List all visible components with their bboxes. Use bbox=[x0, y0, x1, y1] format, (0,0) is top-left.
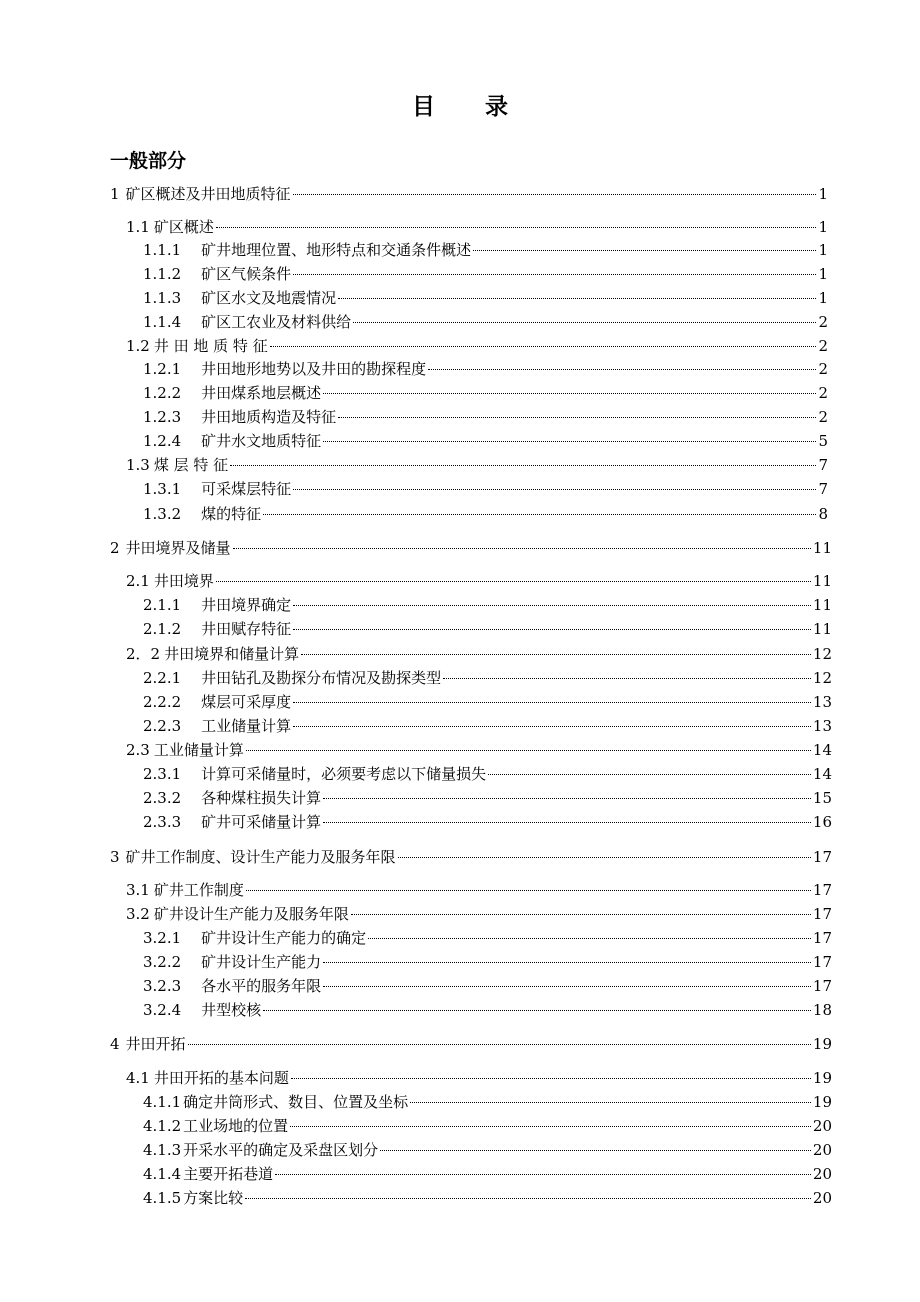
toc-entry-number: 1.1 bbox=[126, 218, 150, 236]
toc-entry-page: 14 bbox=[812, 765, 832, 783]
toc-entry-number: 4.1.5 bbox=[143, 1189, 182, 1207]
toc-entry[interactable] bbox=[143, 951, 832, 973]
dot-leader bbox=[368, 938, 811, 939]
toc-entry[interactable] bbox=[143, 311, 828, 333]
dot-leader bbox=[473, 250, 816, 251]
toc-entry-title: 各种煤柱损失计算 bbox=[201, 789, 322, 807]
toc-entry-page: 11 bbox=[812, 539, 832, 557]
toc-entry-title: 矿井地理位置、地形特点和交通条件概述 bbox=[201, 241, 472, 259]
toc-entry-page: 8 bbox=[818, 505, 828, 523]
toc-entry-title: 煤的特征 bbox=[201, 505, 262, 523]
toc-entry[interactable] bbox=[126, 216, 828, 238]
toc-entry[interactable] bbox=[143, 1091, 832, 1113]
toc-entry-number: 2.1.2 bbox=[143, 620, 182, 638]
toc-entry-page: 14 bbox=[812, 741, 832, 759]
toc-entry-page: 1 bbox=[818, 265, 828, 283]
dot-leader bbox=[246, 750, 811, 751]
toc-entry-number: 1.3 bbox=[126, 456, 150, 474]
toc-entry-title: 矿井可采储量计算 bbox=[201, 813, 322, 831]
toc-entry-page: 2 bbox=[818, 360, 828, 378]
toc-entry-page: 20 bbox=[812, 1117, 832, 1135]
toc-entry-number: 2 bbox=[110, 539, 120, 557]
toc-entry[interactable] bbox=[143, 691, 832, 713]
dot-leader bbox=[293, 629, 811, 630]
dot-leader bbox=[428, 369, 816, 370]
dot-leader bbox=[245, 1198, 811, 1199]
dot-leader bbox=[270, 346, 817, 347]
toc-entry-page: 13 bbox=[812, 693, 832, 711]
toc-entry-number: 2.3.1 bbox=[143, 765, 182, 783]
toc-entry[interactable] bbox=[126, 643, 832, 665]
dot-leader bbox=[323, 986, 811, 987]
toc-entry-page: 17 bbox=[812, 929, 832, 947]
dot-leader bbox=[246, 890, 811, 891]
dot-leader bbox=[323, 393, 816, 394]
toc-entry[interactable] bbox=[143, 1187, 832, 1209]
toc-entry-number: 4.1.2 bbox=[143, 1117, 182, 1135]
dot-leader bbox=[230, 465, 816, 466]
toc-entry-title: 井型校核 bbox=[201, 1001, 262, 1019]
toc-entry[interactable] bbox=[143, 406, 828, 428]
toc-entry[interactable] bbox=[110, 183, 828, 205]
dot-leader bbox=[323, 798, 811, 799]
toc-entry[interactable] bbox=[126, 903, 832, 925]
toc-entry-number: 3.2.4 bbox=[143, 1001, 182, 1019]
dot-leader bbox=[263, 1010, 811, 1011]
toc-entry-page: 2 bbox=[818, 408, 828, 426]
toc-entry-number: 4.1.4 bbox=[143, 1165, 182, 1183]
toc-entry-number: 3.2.1 bbox=[143, 929, 182, 947]
part-heading: 一般部分 bbox=[110, 150, 187, 172]
toc-entry-number: 1.1.1 bbox=[143, 241, 182, 259]
toc-entry[interactable] bbox=[143, 1139, 832, 1161]
toc-entry-number: 2.1.1 bbox=[143, 596, 182, 614]
toc-entry-title: 矿区概述及井田地质特征 bbox=[125, 185, 291, 203]
toc-entry-title: 工业储量计算 bbox=[201, 717, 292, 735]
toc-entry-number: 2．2 bbox=[126, 645, 161, 663]
toc-entry-title: 井田境界确定 bbox=[201, 596, 292, 614]
toc-title-left: 目 bbox=[412, 94, 435, 120]
toc-entry-title: 井田赋存特征 bbox=[201, 620, 292, 638]
toc-entry[interactable] bbox=[143, 715, 832, 737]
dot-leader bbox=[275, 1174, 811, 1175]
toc-entry-number: 2.3.3 bbox=[143, 813, 182, 831]
toc-entry-title: 煤 层 特 征 bbox=[153, 456, 229, 474]
toc-entry-title: 井田地质构造及特征 bbox=[201, 408, 337, 426]
dot-leader bbox=[188, 1044, 811, 1045]
toc-entry-title: 井田境界和储量计算 bbox=[164, 645, 300, 663]
toc-entry-number: 1.3.2 bbox=[143, 505, 182, 523]
toc-entry-page: 12 bbox=[812, 669, 832, 687]
toc-entry-title: 矿井设计生产能力 bbox=[201, 953, 322, 971]
toc-entry[interactable] bbox=[126, 335, 828, 357]
toc-entry-number: 1.1.4 bbox=[143, 313, 182, 331]
toc-entry[interactable] bbox=[143, 667, 832, 689]
toc-entry-title: 井田开拓 bbox=[125, 1035, 186, 1053]
toc-entry-number: 3.2.3 bbox=[143, 977, 182, 995]
toc-entry-title: 井田开拓的基本问题 bbox=[153, 1069, 289, 1087]
toc-entry-title: 矿区水文及地震情况 bbox=[201, 289, 337, 307]
toc-entry-page: 11 bbox=[812, 596, 832, 614]
toc-entry-number: 1.2 bbox=[126, 337, 150, 355]
dot-leader bbox=[233, 548, 811, 549]
toc-entry-page: 18 bbox=[812, 1001, 832, 1019]
dot-leader bbox=[323, 822, 811, 823]
toc-entry-page: 1 bbox=[818, 185, 828, 203]
toc-entry-number: 2.2.2 bbox=[143, 693, 182, 711]
toc-entry-number: 1.2.3 bbox=[143, 408, 182, 426]
toc-entry-page: 1 bbox=[818, 218, 828, 236]
toc-entry-page: 17 bbox=[812, 905, 832, 923]
toc-entry-number: 1.2.4 bbox=[143, 432, 182, 450]
toc-entry[interactable] bbox=[143, 478, 828, 500]
dot-leader bbox=[338, 298, 816, 299]
toc-entry-title: 可采煤层特征 bbox=[201, 480, 292, 498]
toc-entry-page: 2 bbox=[818, 384, 828, 402]
dot-leader bbox=[216, 581, 811, 582]
toc-entry-title: 矿井水文地质特征 bbox=[201, 432, 322, 450]
toc-entry-title: 矿井工作制度、设计生产能力及服务年限 bbox=[125, 848, 396, 866]
dot-leader bbox=[410, 1102, 811, 1103]
toc-entry-number: 2.3.2 bbox=[143, 789, 182, 807]
toc-entry[interactable] bbox=[143, 594, 832, 616]
toc-entry-title: 井 田 地 质 特 征 bbox=[153, 337, 268, 355]
toc-entry-page: 7 bbox=[818, 480, 828, 498]
toc-entry-title: 确定井筒形式、数目、位置及坐标 bbox=[183, 1093, 409, 1111]
toc-entry-number: 1 bbox=[110, 185, 120, 203]
toc-entry-title: 方案比较 bbox=[183, 1189, 244, 1207]
toc-entry-title: 工业储量计算 bbox=[153, 741, 244, 759]
toc-entry[interactable] bbox=[143, 763, 832, 785]
toc-entry-title: 矿区概述 bbox=[153, 218, 214, 236]
toc-entry[interactable] bbox=[143, 618, 832, 640]
toc-entry[interactable] bbox=[126, 570, 832, 592]
dot-leader bbox=[293, 274, 816, 275]
toc-entry-page: 17 bbox=[812, 953, 832, 971]
toc-entry-number: 4 bbox=[110, 1035, 120, 1053]
toc-entry[interactable] bbox=[143, 811, 832, 833]
toc-entry[interactable] bbox=[143, 263, 828, 285]
toc-entry-page: 17 bbox=[812, 848, 832, 866]
toc-entry[interactable] bbox=[143, 382, 828, 404]
toc-entry-title: 煤层可采厚度 bbox=[201, 693, 292, 711]
toc-entry[interactable] bbox=[143, 999, 832, 1021]
toc-entry-page: 11 bbox=[812, 620, 832, 638]
dot-leader bbox=[291, 1078, 811, 1079]
toc-title-right: 录 bbox=[485, 94, 508, 120]
toc-entry-number: 2.3 bbox=[126, 741, 150, 759]
dot-leader bbox=[323, 962, 811, 963]
toc-entry[interactable] bbox=[143, 239, 828, 261]
toc-entry-title: 井田境界 bbox=[153, 572, 214, 590]
toc-entry-number: 4.1.1 bbox=[143, 1093, 182, 1111]
toc-entry-page: 13 bbox=[812, 717, 832, 735]
toc-entry-title: 井田境界及储量 bbox=[125, 539, 231, 557]
toc-entry-page: 1 bbox=[818, 241, 828, 259]
toc-entry-page: 20 bbox=[812, 1141, 832, 1159]
toc-entry-page: 17 bbox=[812, 881, 832, 899]
toc-entry-number: 1.2.1 bbox=[143, 360, 182, 378]
dot-leader bbox=[301, 654, 811, 655]
toc-entry-page: 20 bbox=[812, 1189, 832, 1207]
toc-entry-title: 各水平的服务年限 bbox=[201, 977, 322, 995]
toc-entry-title: 矿区气候条件 bbox=[201, 265, 292, 283]
toc-entry[interactable] bbox=[126, 879, 832, 901]
toc-entry-page: 7 bbox=[818, 456, 828, 474]
toc-entry-page: 2 bbox=[818, 337, 828, 355]
toc-entry[interactable] bbox=[143, 975, 832, 997]
toc-entry-title: 开采水平的确定及采盘区划分 bbox=[183, 1141, 379, 1159]
toc-entry-number: 2.2.3 bbox=[143, 717, 182, 735]
toc-entry[interactable] bbox=[143, 927, 832, 949]
toc-entry-title: 井田钻孔及勘探分布情况及勘探类型 bbox=[201, 669, 442, 687]
toc-entry[interactable] bbox=[143, 1163, 832, 1185]
toc-entry-title: 计算可采储量时，必须要考虑以下储量损失 bbox=[201, 765, 487, 783]
toc-entry-title: 井田煤系地层概述 bbox=[201, 384, 322, 402]
toc-entry-number: 4.1.3 bbox=[143, 1141, 182, 1159]
toc-entry-number: 1.3.1 bbox=[143, 480, 182, 498]
toc-entry-number: 3.2 bbox=[126, 905, 150, 923]
toc-entry-number: 3 bbox=[110, 848, 120, 866]
dot-leader bbox=[351, 914, 811, 915]
dot-leader bbox=[216, 227, 817, 228]
toc-entry-page: 19 bbox=[812, 1035, 832, 1053]
dot-leader bbox=[323, 441, 816, 442]
toc-entry-page: 15 bbox=[812, 789, 832, 807]
toc-entry-page: 16 bbox=[812, 813, 832, 831]
toc-entry[interactable] bbox=[110, 846, 832, 868]
toc-entry[interactable] bbox=[143, 1115, 832, 1137]
toc-entry[interactable] bbox=[126, 739, 832, 761]
toc-entry-title: 矿井设计生产能力的确定 bbox=[201, 929, 367, 947]
toc-entry-number: 2.1 bbox=[126, 572, 150, 590]
toc-entry[interactable] bbox=[126, 1067, 832, 1089]
toc-entry-page: 19 bbox=[812, 1093, 832, 1111]
dot-leader bbox=[293, 702, 811, 703]
toc-entry-page: 11 bbox=[812, 572, 832, 590]
toc-entry-number: 1.1.3 bbox=[143, 289, 182, 307]
toc-entry-title: 主要开拓巷道 bbox=[183, 1165, 274, 1183]
toc-entry[interactable] bbox=[126, 454, 828, 476]
toc-entry[interactable] bbox=[143, 430, 828, 452]
toc-entry[interactable] bbox=[110, 1033, 832, 1055]
toc-entry-number: 1.2.2 bbox=[143, 384, 182, 402]
toc-entry-number: 2.2.1 bbox=[143, 669, 182, 687]
toc-entry-page: 20 bbox=[812, 1165, 832, 1183]
toc-entry-title: 工业场地的位置 bbox=[183, 1117, 289, 1135]
toc-entry-title: 井田地形地势以及井田的勘探程度 bbox=[201, 360, 427, 378]
toc-entry[interactable] bbox=[110, 537, 832, 559]
toc-entry-title: 矿区工农业及材料供给 bbox=[201, 313, 352, 331]
dot-leader bbox=[263, 514, 816, 515]
dot-leader bbox=[488, 774, 811, 775]
dot-leader bbox=[398, 857, 811, 858]
dot-leader bbox=[353, 322, 816, 323]
toc-entry-title: 矿井工作制度 bbox=[153, 881, 244, 899]
toc-entry-number: 1.1.2 bbox=[143, 265, 182, 283]
toc-entry-number: 3.2.2 bbox=[143, 953, 182, 971]
toc-entry-page: 17 bbox=[812, 977, 832, 995]
toc-entry[interactable] bbox=[143, 358, 828, 380]
toc-entry-page: 19 bbox=[812, 1069, 832, 1087]
toc-entry-page: 5 bbox=[818, 432, 828, 450]
dot-leader bbox=[293, 605, 811, 606]
dot-leader bbox=[338, 417, 816, 418]
toc-entry-number: 3.1 bbox=[126, 881, 150, 899]
dot-leader bbox=[293, 194, 817, 195]
toc-entry-number: 4.1 bbox=[126, 1069, 150, 1087]
toc-entry[interactable] bbox=[143, 287, 828, 309]
toc-entry-page: 12 bbox=[812, 645, 832, 663]
dot-leader bbox=[380, 1150, 811, 1151]
toc-entry-page: 2 bbox=[818, 313, 828, 331]
toc-entry-page: 1 bbox=[818, 289, 828, 307]
dot-leader bbox=[293, 489, 816, 490]
dot-leader bbox=[443, 678, 811, 679]
toc-entry[interactable] bbox=[143, 503, 828, 525]
dot-leader bbox=[293, 726, 811, 727]
dot-leader bbox=[290, 1126, 811, 1127]
toc-entry-title: 矿井设计生产能力及服务年限 bbox=[153, 905, 349, 923]
toc-entry[interactable] bbox=[143, 787, 832, 809]
